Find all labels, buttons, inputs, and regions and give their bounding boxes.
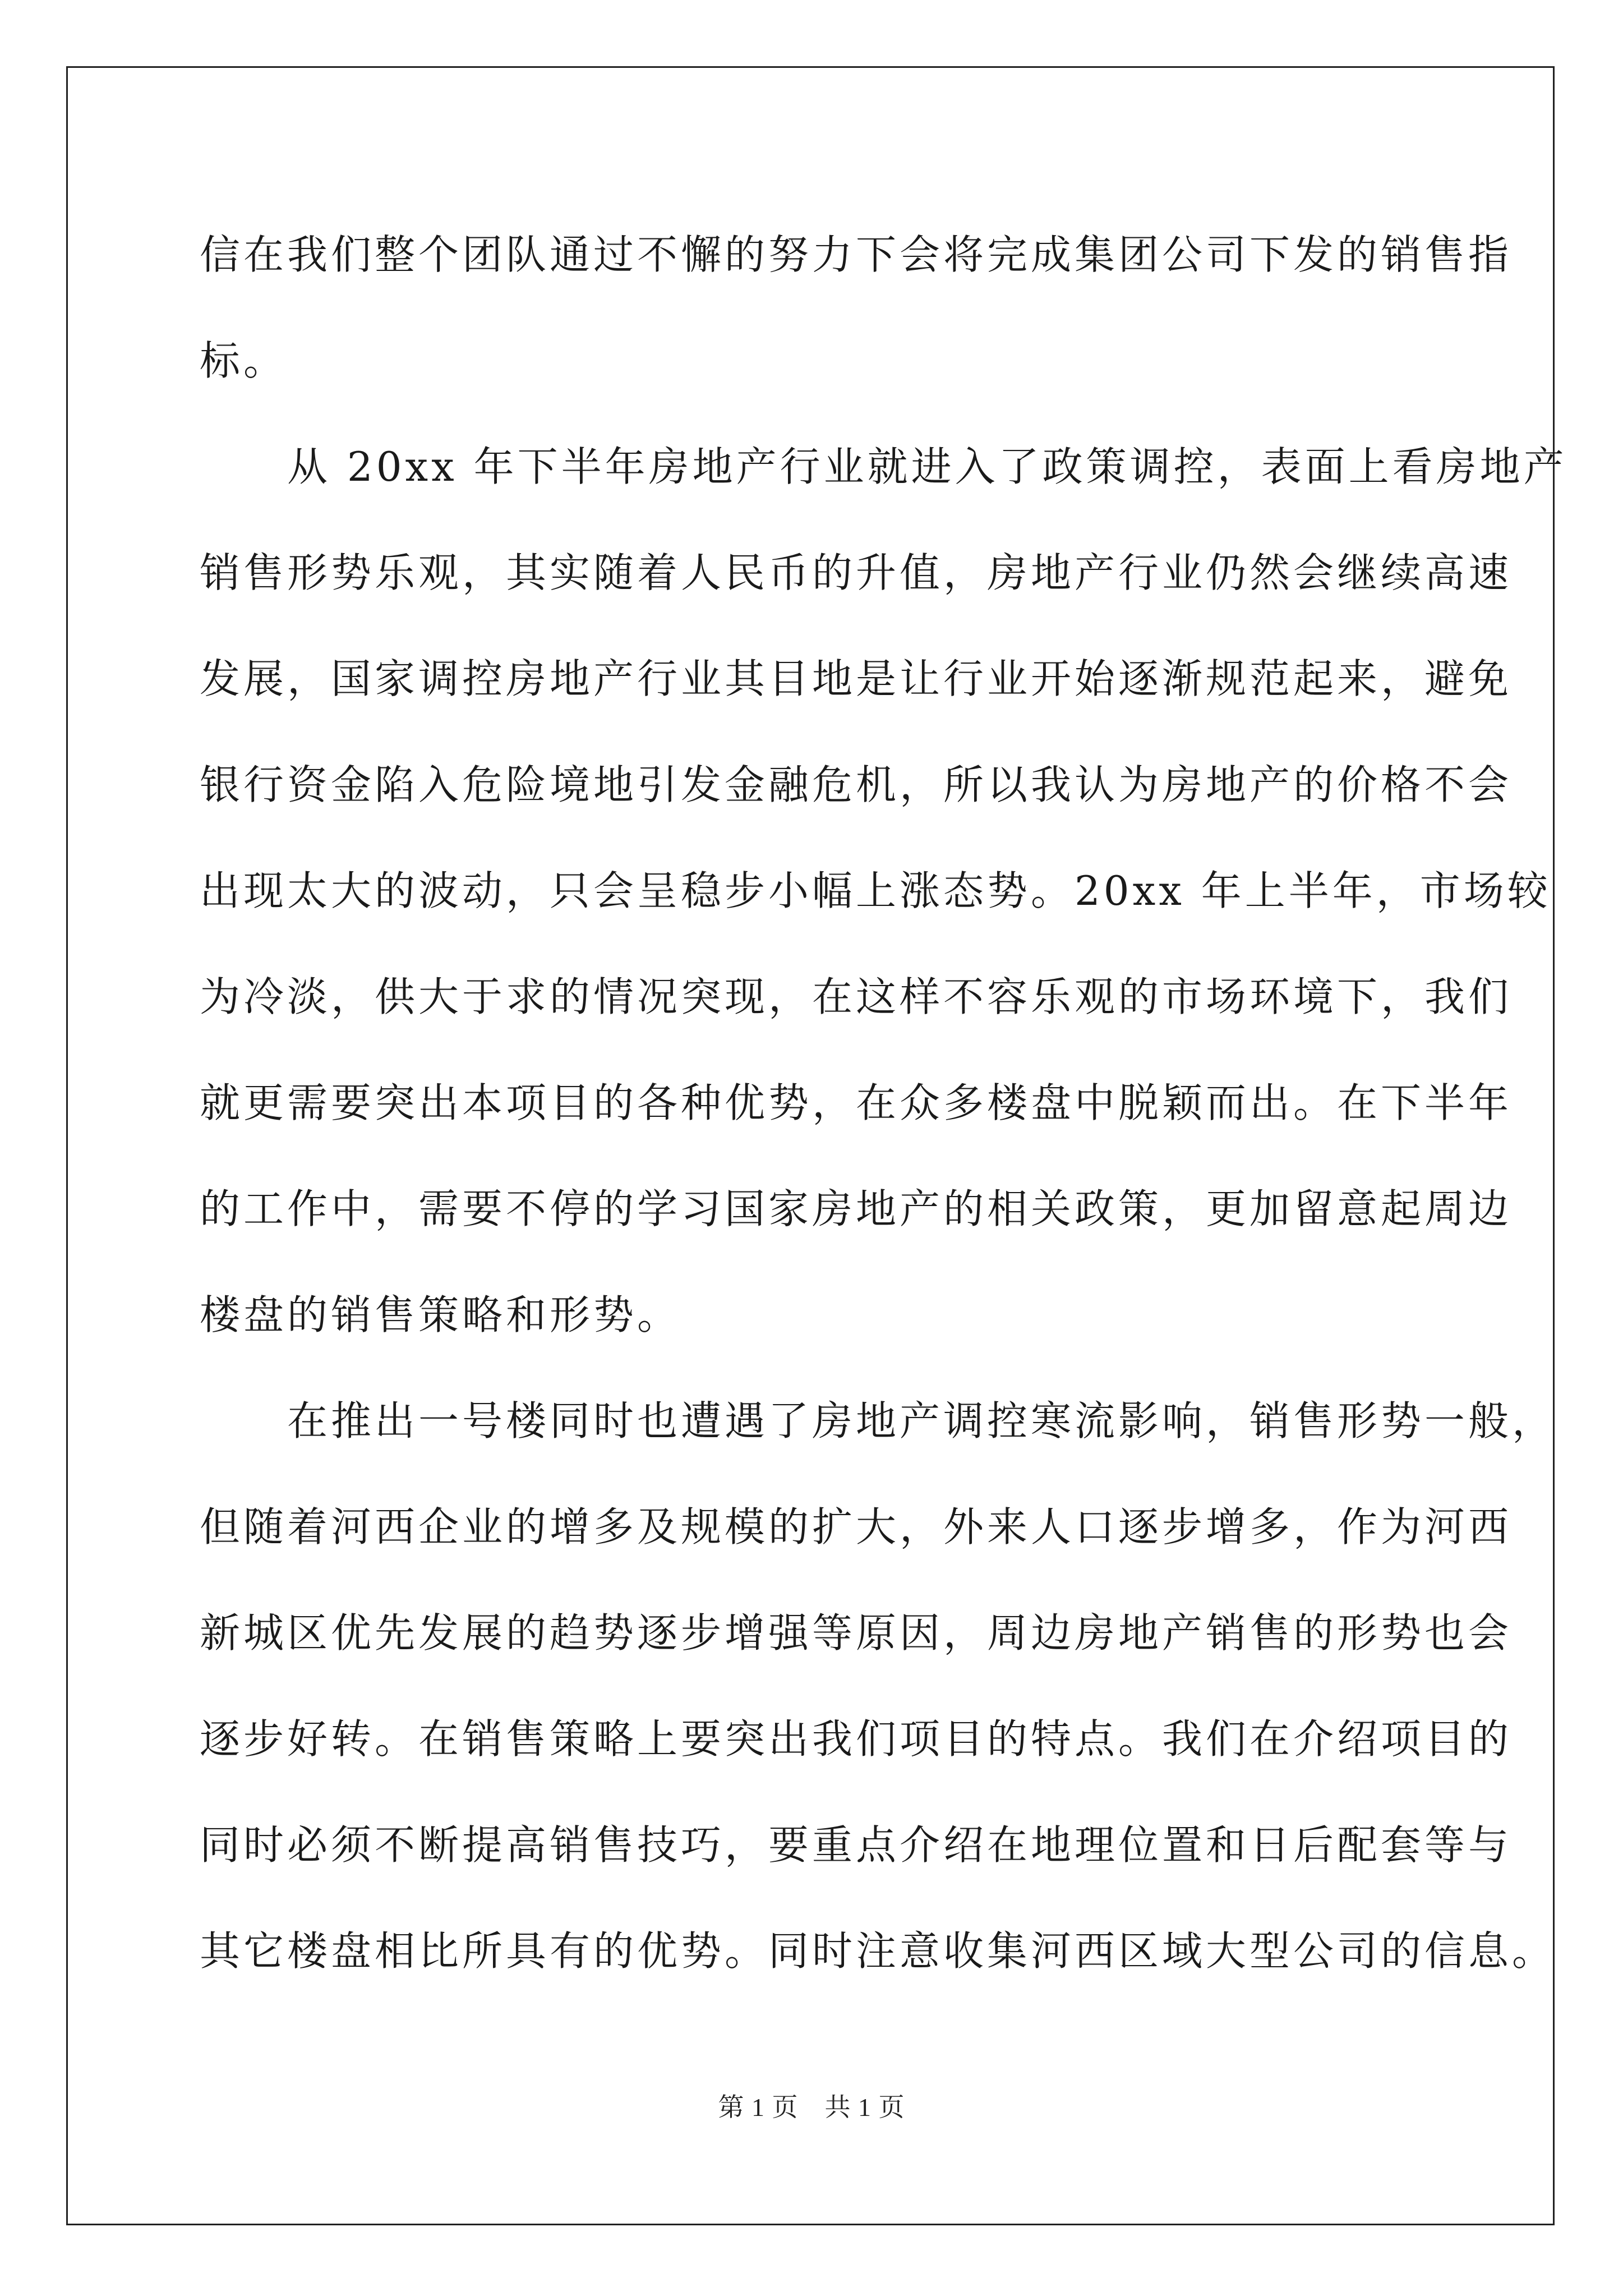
page-number-footer: 第 1 页 共 1 页: [718, 2093, 905, 2122]
text-line: 在推出一号楼同时也遭遇了房地产调控寒流影响，销售形势一般，: [200, 1397, 1556, 1444]
text-line: 但随着河西企业的增多及规模的扩大，外来人口逐步增多，作为河西: [200, 1503, 1513, 1550]
document-body: [200, 202, 1567, 2004]
text-line: 就更需要突出本项目的各种优势，在众多楼盘中脱颖而出。在下半年: [200, 1079, 1513, 1126]
text-line: 标。: [200, 337, 288, 384]
paragraph-2: [200, 414, 1567, 1368]
text-line: 为冷淡，供大于求的情况突现，在这样不容乐观的市场环境下，我们: [200, 973, 1513, 1020]
text-line: 新城区优先发展的趋势逐步增强等原因，周边房地产销售的形势也会: [200, 1609, 1513, 1657]
paragraph-1: [200, 202, 1513, 414]
text-line: 出现太大的波动，只会呈稳步小幅上涨态势。20xx 年上半年，市场较: [200, 867, 1551, 914]
text-line: 发展，国家调控房地产行业其目地是让行业开始逐渐规范起来，避免: [200, 655, 1513, 702]
text-line: 逐步好转。在销售策略上要突出我们项目的特点。我们在介绍项目的: [200, 1715, 1513, 1763]
text-line: 银行资金陷入危险境地引发金融危机，所以我认为房地产的价格不会: [200, 761, 1513, 808]
text-line: 销售形势乐观，其实随着人民币的升值，房地产行业仍然会继续高速: [200, 549, 1513, 596]
paragraph-3: [200, 1368, 1556, 2004]
text-line: 同时必须不断提高销售技巧，要重点介绍在地理位置和日后配套等与: [200, 1821, 1513, 1869]
text-line: 信在我们整个团队通过不懈的努力下会将完成集团公司下发的销售指: [200, 231, 1513, 278]
text-line: 其它楼盘相比所具有的优势。同时注意收集河西区域大型公司的信息。: [200, 1927, 1556, 1975]
text-line: 楼盘的销售策略和形势。: [200, 1291, 681, 1338]
text-line: 的工作中，需要不停的学习国家房地产的相关政策，更加留意起周边: [200, 1185, 1513, 1232]
text-line: 从 20xx 年下半年房地产行业就进入了政策调控，表面上看房地产: [200, 443, 1567, 490]
